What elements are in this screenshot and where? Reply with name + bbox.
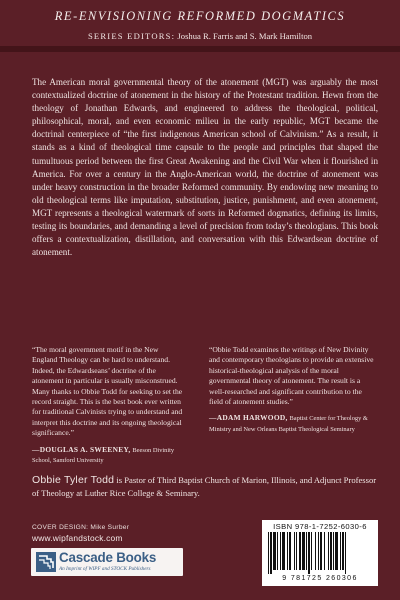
barcode-digits: 9 781725 260306 <box>282 575 358 582</box>
cascade-waterfall-icon <box>36 552 56 572</box>
publisher-website[interactable]: www.wipfandstock.com <box>32 533 123 543</box>
cover-design-credit: COVER DESIGN: Mike Surber <box>32 524 130 531</box>
endorsement-attribution <box>209 413 377 434</box>
endorser-name: —ADAM HARWOOD, <box>209 413 288 423</box>
endorser-affiliation: Beeson Divinity School, Samford University <box>32 446 175 465</box>
endorser-name: —DOUGLAS A. SWEENEY, <box>32 444 131 454</box>
header-divider <box>0 46 400 52</box>
series-editors-names: Joshua R. Farris and S. Mark Hamilton <box>177 31 313 41</box>
author-name: Obbie Tyler Todd <box>32 474 115 486</box>
publisher-name: Cascade Books <box>59 550 157 565</box>
publisher-logo <box>31 548 183 576</box>
author-bio <box>32 474 378 500</box>
endorsement-attribution <box>32 445 184 466</box>
barcode-bars <box>266 532 374 574</box>
isbn-barcode <box>262 520 378 586</box>
series-editors-label: SERIES EDITORS: <box>87 31 176 41</box>
book-description: The American moral governmental theory of the atonement (MGT) was arguably the most contextualized doctrine of atonement in the history of the Protestant tradition. Hewn from the theology of Jonathan Edwards, and engineered to address the theological, political, philosophical, moral, and even economic milieu in the early republic, MGT became the doctrinal centerpiece of “the first indigenous American school of Calvinism.” As a result, it stands as a kind of theological time capsule to the people and principles that shaped the tumultuous period between the first Great Awakening and the Civil War when it flourished in America. For over a century in the Anglo-American world, the doctrine of atonement was under heavy construction in the broader Reformed community. By endowing new meaning to old theological terms like imputation, substitution, justice, punishment, and even atonement, MGT represents a theological watermark of sorts in Reformed dogmatics, defining its limits, testing its boundaries, and demanding a level of precision from today’s theologians. This book offers a contextualization, distillation, and conversation with this Edwardsean doctrine of atonement. <box>32 77 378 258</box>
publisher-imprint: An Imprint of WIPF and STOCK Publishers <box>59 566 151 572</box>
endorsement-harwood <box>209 345 377 434</box>
isbn-label: ISBN 978-1-7252-6030-6 <box>273 522 367 531</box>
series-editors <box>0 31 400 41</box>
endorsement-quote: “Obbie Todd examines the writings of New Divinity and contemporary theologians to provide an extensive historical-theological analysis of the moral governmental theory of atonement. The result is a well-researched and significant contribution to the field of atonement studies.” <box>209 345 374 407</box>
endorsement-sweeney <box>32 345 184 466</box>
author-bio-text: is Pastor of Third Baptist Church of Marion, Illinois, and Adjunct Professor of Theology at Luther Rice College & Seminary. <box>32 475 377 498</box>
series-title: RE-ENVISIONING REFORMED DOGMATICS <box>54 9 346 23</box>
endorsement-quote: “The moral government motif in the New England Theology can be hard to understand. Indeed, the Edwardseans’ doctrine of the atonement in particular is usually misconstrued. Many thanks to Obbie Todd for seeking to set the record straight. This is the best book ever written for traditional Calvinists trying to understand and interpret this doctrine and its ongoing theological significance.” <box>32 345 183 438</box>
endorser-affiliation: Baptist Center for Theology & Ministry and New Orleans Baptist Theological Seminary <box>209 415 368 433</box>
